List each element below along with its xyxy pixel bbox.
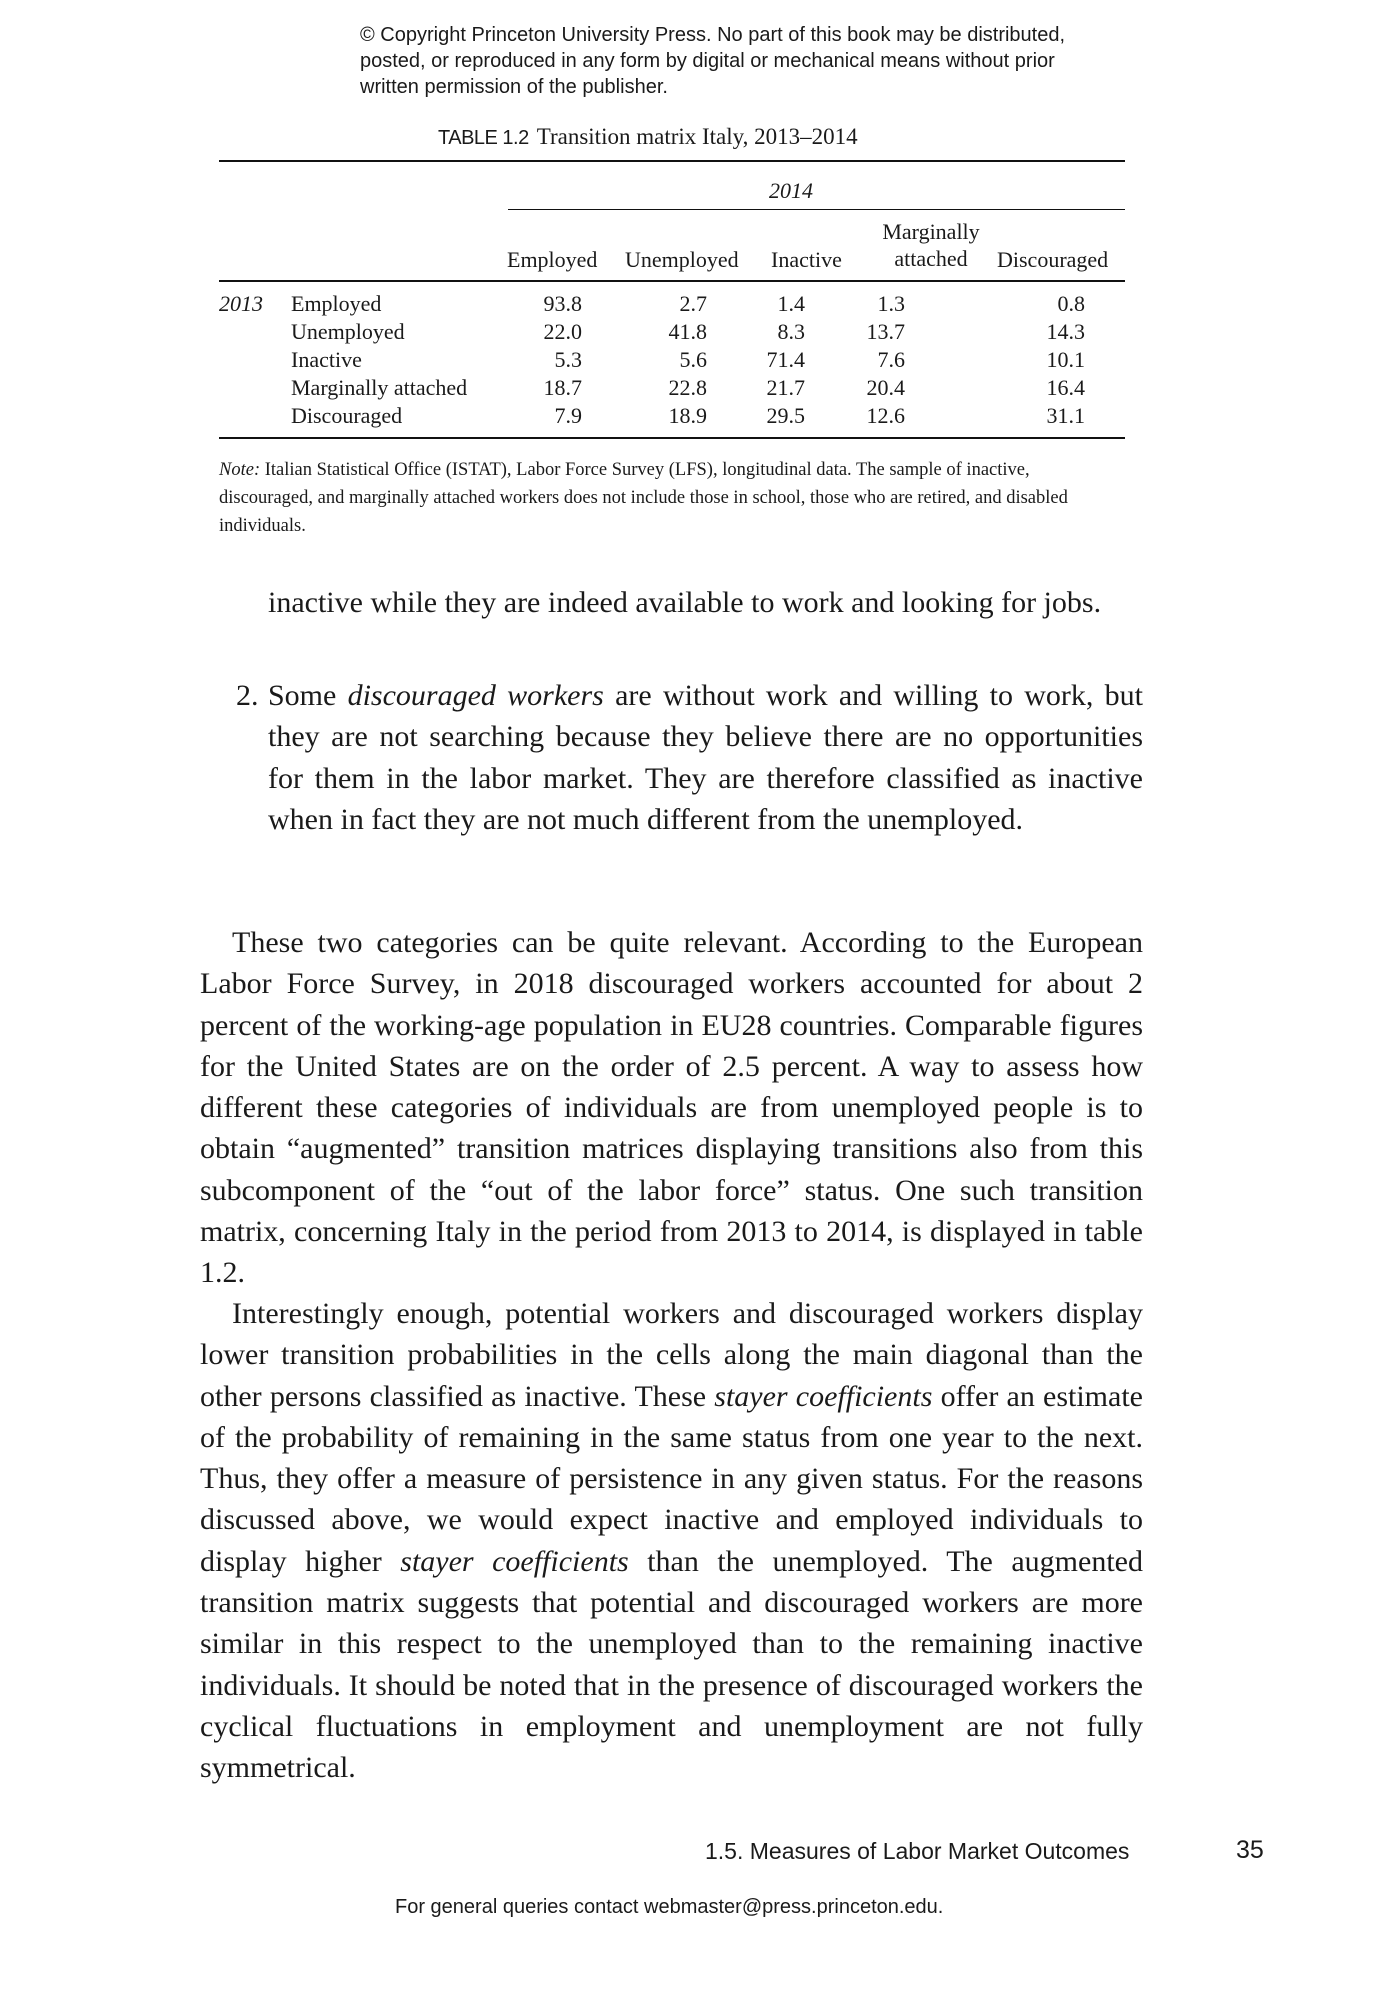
table-label: TABLE 1.2 <box>438 127 529 149</box>
text: offer an estimate of the probability of remaining in the same status from one year to the next. Thus, they offer a measure of persistence in any given status. For the reasons discussed above, we would expect inactive and employed individuals to display higher <box>200 1379 1143 1578</box>
row-group-year: 2013 <box>219 291 263 316</box>
copyright-notice: © Copyright Princeton University Press. No part of this book may be distributed, posted, or reproduced in any form by digital or mechanical means without prior written permission of the publisher. <box>360 24 1066 98</box>
emphasis: stayer coefficients <box>714 1379 933 1413</box>
table-cell: 21.7 <box>766 375 805 400</box>
text: than the unemployed. The augmented transition matrix suggests that potential and discouraged workers are more similar in this respect to the unemployed than to the remaining inactive individuals. It should be noted that in the presence of discouraged workers the cyclical fluctuations in employment and unemployment are not fully symmetrical. <box>200 1544 1143 1785</box>
table-cell: 20.4 <box>866 375 905 400</box>
text: Some <box>268 679 348 712</box>
table-cell: 22.0 <box>543 319 582 344</box>
emphasis: discouraged workers <box>347 679 604 712</box>
row-label: Marginally attached <box>291 375 468 400</box>
col-header: Discouraged <box>997 247 1109 272</box>
page-number: 35 <box>1236 1836 1264 1864</box>
col-header: Marginally attached <box>882 219 980 271</box>
col-header: Inactive <box>771 247 842 272</box>
paragraph-1: These two categories can be quite relevant. According to the European Labor Force Survey, in 2018 discouraged workers accounted for about 2 percent of the working-age population in EU28 countries. Comparable figures for the United States are on the order of 2.5 percent. A way to assess how different these categories of individuals are from unemployed people is to obtain “augmented” transition matrices displaying transitions also from this subcomponent of the “out of the labor force” status. One such transition matrix, concerning Italy in the period from 2013 to 2014, is displayed in table 1.2. <box>200 926 1143 1290</box>
list-continuation: inactive while they are indeed available to work and looking for jobs. <box>268 586 1102 619</box>
text: Interestingly enough, potential workers and discouraged workers display lower transition probabilities in the cells along the main diagonal than the other persons classified as inactive. These <box>200 1297 1143 1413</box>
row-label: Discouraged <box>291 403 403 428</box>
col-header: Unemployed <box>625 247 739 272</box>
text: are without work and willing to work, but they are not searching because they believe there are no opportunities for them in the labor market. They are therefore classified as inactive when in fact they are not much different from the unemployed. <box>268 679 1143 836</box>
table-cell: 2.7 <box>679 291 707 316</box>
bottom-rule <box>219 437 1125 439</box>
header-rule <box>219 280 1125 282</box>
emphasis: stayer coefficients <box>400 1544 629 1578</box>
table-cell: 7.9 <box>554 403 582 428</box>
table-cell: 5.6 <box>679 347 707 372</box>
col-group-year: 2014 <box>769 178 813 203</box>
note-label: Note: <box>219 460 261 480</box>
table-cell: 93.8 <box>543 291 582 316</box>
top-rule <box>219 160 1125 162</box>
table-cell: 8.3 <box>777 319 805 344</box>
table-cell: 71.4 <box>766 347 805 372</box>
list-item-2 <box>268 675 1143 840</box>
contact-notice: For general queries contact webmaster@press.princeton.edu. <box>395 1896 944 1918</box>
table-cell: 18.7 <box>543 375 582 400</box>
table-cell: 0.8 <box>1057 291 1085 316</box>
row-label: Unemployed <box>291 319 405 344</box>
table-cell: 5.3 <box>554 347 582 372</box>
table-cell: 12.6 <box>866 403 905 428</box>
table-caption <box>438 124 858 150</box>
table-cell: 31.1 <box>1046 403 1085 428</box>
paragraph-2 <box>200 1293 1143 1789</box>
table-title: Transition matrix Italy, 2013–2014 <box>536 124 858 149</box>
table-cell: 22.8 <box>668 375 707 400</box>
table-cell: 10.1 <box>1046 347 1085 372</box>
table-cell: 29.5 <box>766 403 805 428</box>
table-cell: 1.4 <box>777 291 805 316</box>
table-cell: 14.3 <box>1046 319 1085 344</box>
table-cell: 1.3 <box>877 291 905 316</box>
group-rule <box>508 209 1125 210</box>
note-text: Italian Statistical Office (ISTAT), Labor Force Survey (LFS), longitudinal data. The sample of inactive, discouraged, and marginally attached workers does not include those in school, those who are retired, and disabled individuals. <box>219 460 1068 536</box>
table-cell: 16.4 <box>1046 375 1085 400</box>
table-cell: 7.6 <box>877 347 905 372</box>
table-cell: 41.8 <box>668 319 707 344</box>
row-label: Inactive <box>291 347 362 372</box>
row-label: Employed <box>291 291 382 316</box>
running-footer: 1.5. Measures of Labor Market Outcomes <box>705 1838 1130 1864</box>
table-cell: 13.7 <box>866 319 905 344</box>
col-header: Employed <box>507 247 598 272</box>
list-number: 2. <box>236 679 259 712</box>
table-note <box>219 456 1125 540</box>
table-cell: 18.9 <box>668 403 707 428</box>
